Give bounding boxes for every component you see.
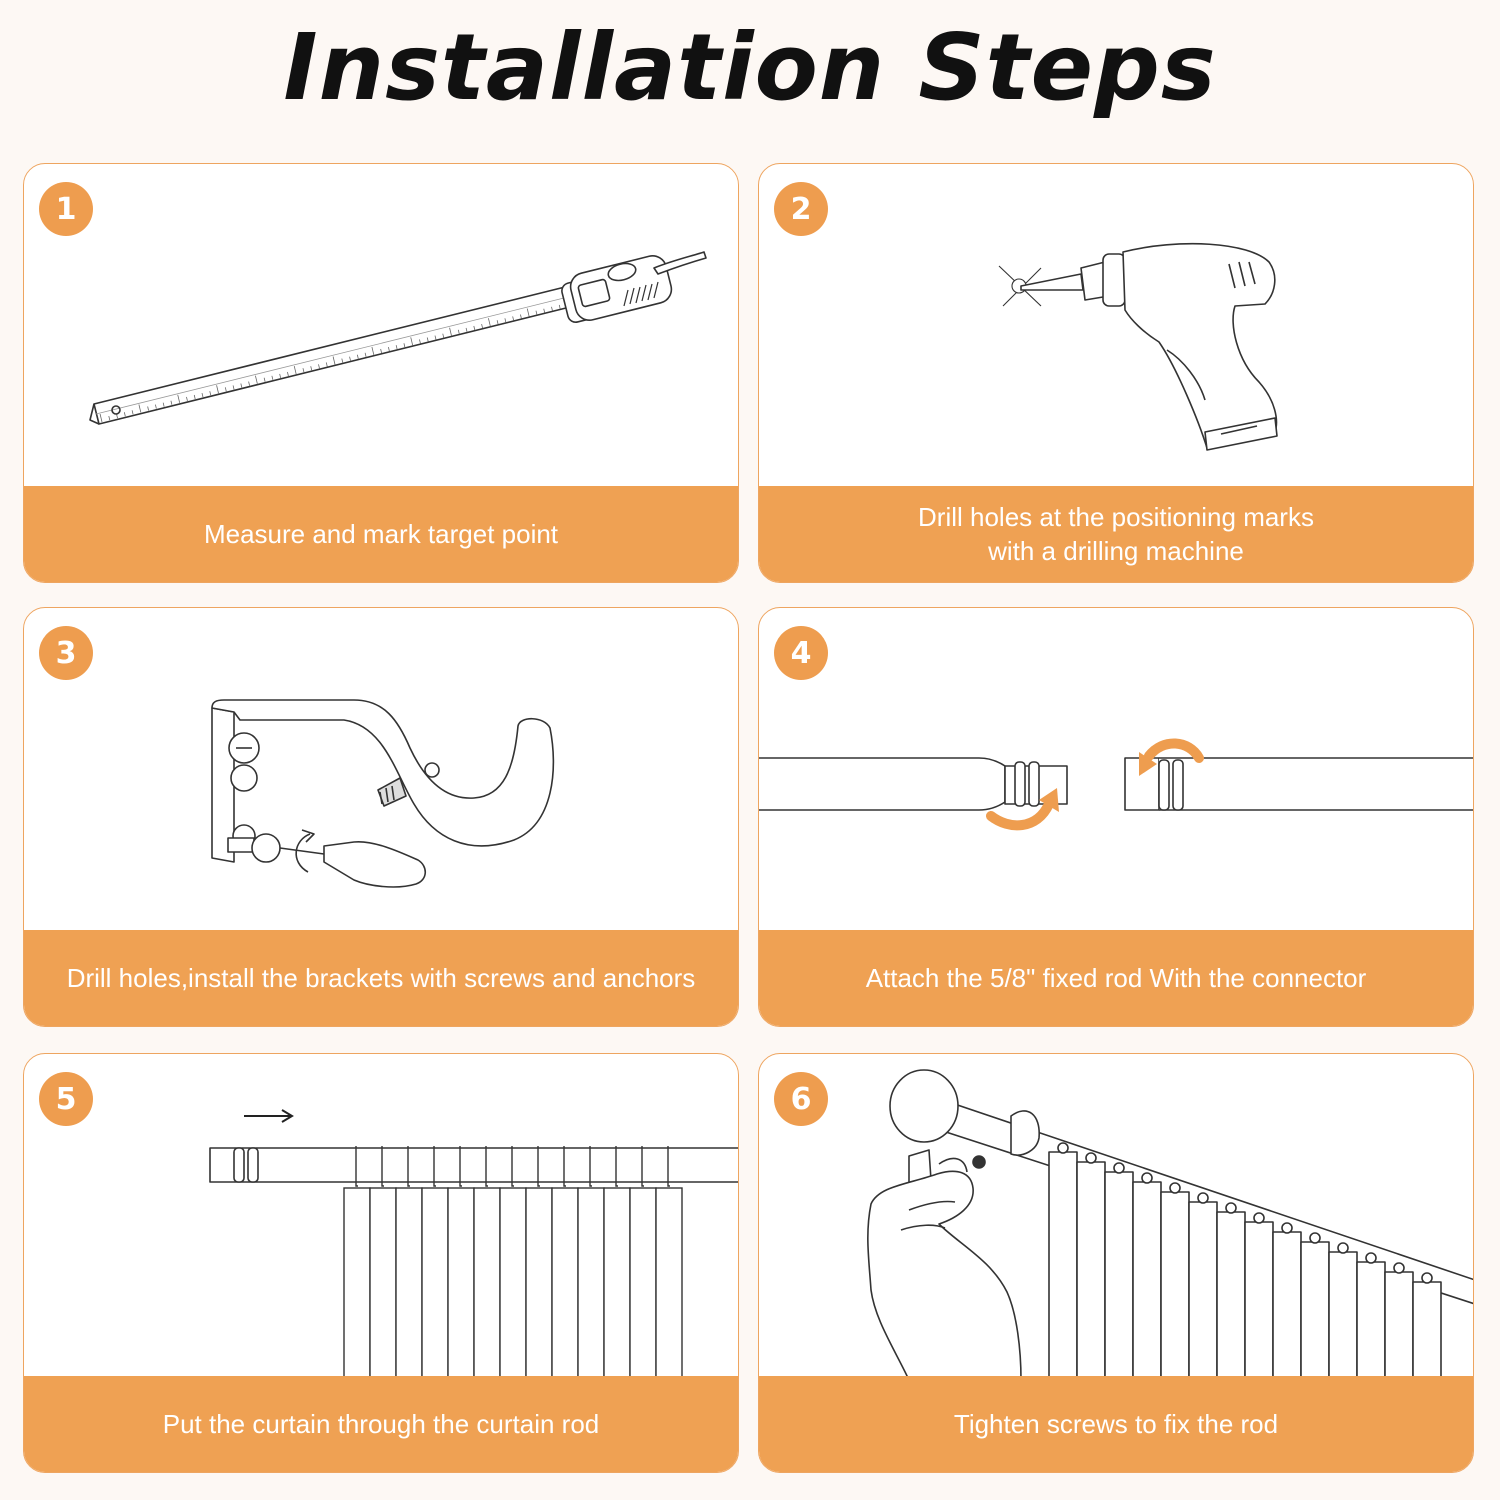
- step-caption: Measure and mark target point: [24, 486, 738, 582]
- step-card-2: [758, 163, 1474, 583]
- curtain-on-rod-icon: [24, 1054, 739, 1380]
- step-caption: Drill holes,install the brackets with screws and anchors: [24, 930, 738, 1026]
- step-card-5: [23, 1053, 739, 1473]
- step-caption: Attach the 5/8" fixed rod With the connector: [759, 930, 1473, 1026]
- rod-connector-icon: [759, 608, 1474, 934]
- step-card-3: [23, 607, 739, 1027]
- step-card-6: [758, 1053, 1474, 1473]
- step-number-badge: 2: [774, 182, 828, 236]
- tape-measure-icon: [24, 164, 739, 490]
- step-number-badge: 3: [39, 626, 93, 680]
- power-drill-icon: [759, 164, 1474, 490]
- step-caption: Tighten screws to fix the rod: [759, 1376, 1473, 1472]
- page-title: Installation Steps: [283, 14, 1217, 121]
- step-card-4: [758, 607, 1474, 1027]
- step-number-badge: 5: [39, 1072, 93, 1126]
- step-number-badge: 4: [774, 626, 828, 680]
- step-caption: Put the curtain through the curtain rod: [24, 1376, 738, 1472]
- hand-tighten-icon: [759, 1054, 1474, 1380]
- bracket-screwdriver-icon: [24, 608, 739, 934]
- step-number-badge: 1: [39, 182, 93, 236]
- step-caption: Drill holes at the positioning marks with a drilling machine: [759, 486, 1473, 582]
- step-card-1: [23, 163, 739, 583]
- step-number-badge: 6: [774, 1072, 828, 1126]
